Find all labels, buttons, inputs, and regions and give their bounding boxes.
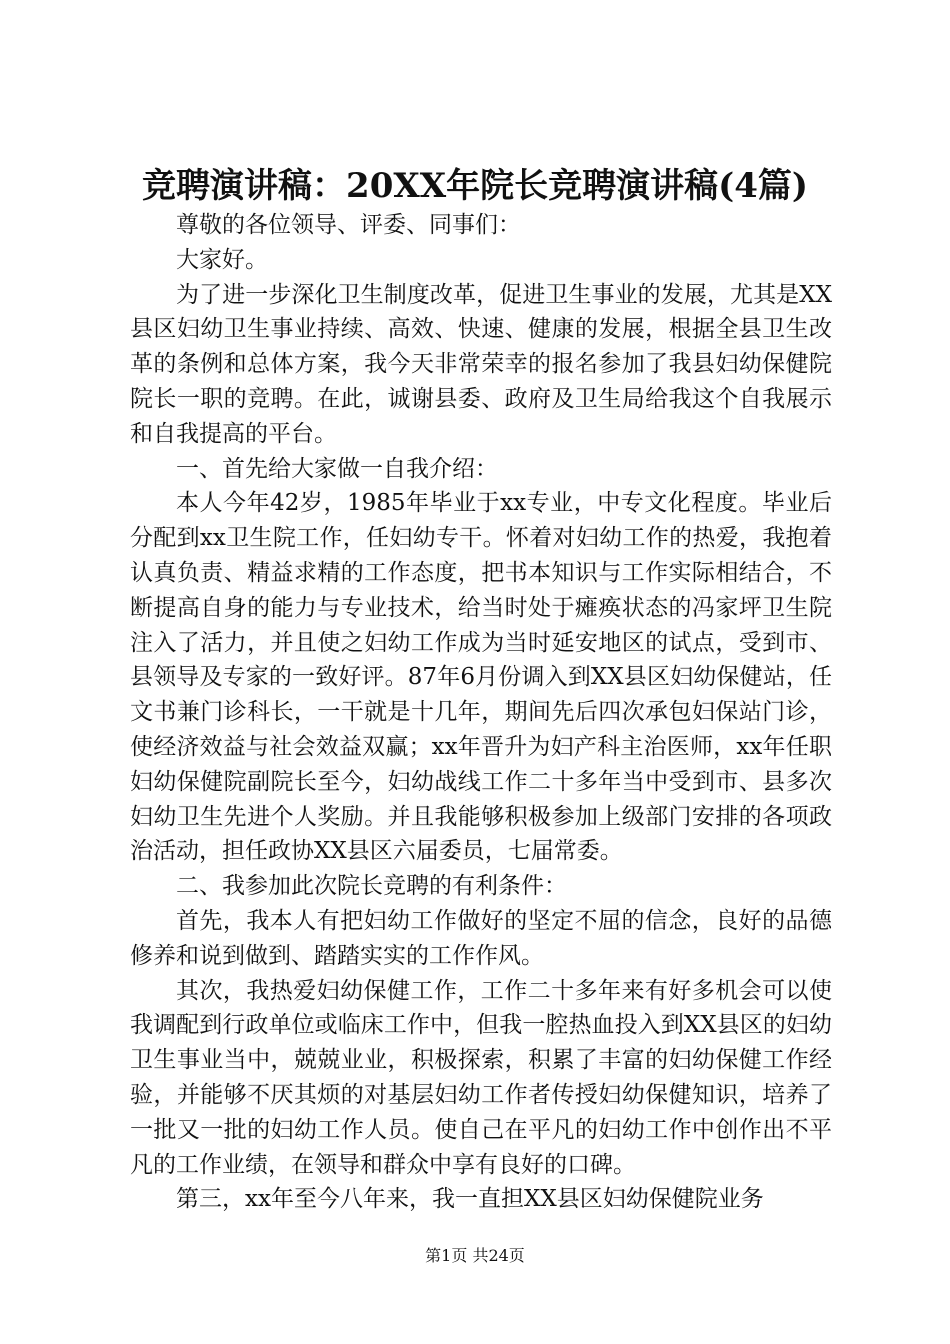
paragraph-third-advantage: 第三，xx年至今八年来，我一直担XX县区妇幼保健院业务 (176, 1186, 764, 1213)
page-number-footer: 第1页 共24页 (425, 1246, 525, 1265)
paragraph-first-advantage: 首先，我本人有把妇幼工作做好的坚定不屈的信念，良好的品德修养和说到做到、踏踏实实的工作作风。 (130, 907, 832, 969)
paragraph-salutation: 尊敬的各位领导、评委、同事们： (176, 212, 521, 238)
paragraph-second-advantage: 其次，我热爱妇幼保健工作，工作二十多年来有好多机会可以使我调配到行政单位或临床工作中，但我一腔热血投入到XX县区的妇幼卫生事业当中，兢兢业业，积极探索，积累了丰富的妇幼保健工作经验，并能够不厌其烦的对基层妇幼工作者传授妇幼保健知识，培养了一批又一批的妇幼工作人员。使自己在平凡的妇幼工作中创作出不平凡的工作业绩，在领导和群众中享有良好的口碑。 (130, 977, 832, 1178)
document-body (130, 208, 832, 1217)
section-heading-self-introduction: 一、首先给大家做一自我介绍： (176, 455, 498, 482)
section-heading-advantages: 二、我参加此次院长竞聘的有利条件： (176, 873, 567, 900)
paragraph-introduction: 为了进一步深化卫生制度改革，促进卫生事业的发展，尤其是XX县区妇幼卫生事业持续、高效、快速、健康的发展，根据全县卫生改革的条例和总体方案，我今天非常荣幸的报名参加了我县妇幼保健院院长一职的竞聘。在此，诚谢县委、政府及卫生局给我这个自我展示和自我提高的平台。 (130, 281, 832, 447)
paragraph-self-introduction: 本人今年42岁，1985年毕业于xx专业，中专文化程度。毕业后分配到xx卫生院工作，任妇幼专干。怀着对妇幼工作的热爱，我抱着认真负责、精益求精的工作态度，把书本知识与工作实际相结合，不断提高自身的能力与专业技术，给当时处于瘫痪状态的冯家坪卫生院注入了活力，并且使之妇幼工作成为当时延安地区的试点，受到市、县领导及专家的一致好评。87年6月份调入到XX县区妇幼保健站，任文书兼门诊科长，一干就是十几年，期间先后四次承包妇保站门诊，使经济效益与社会效益双赢；xx年晋升为妇产科主治医师，xx年任职妇幼保健院副院长至今，妇幼战线工作二十多年当中受到市、县多次妇幼卫生先进个人奖励。并且我能够积极参加上级部门安排的各项政治活动，担任政协XX县区六届委员，七届常委。 (130, 490, 832, 865)
paragraph-greeting: 大家好。 (176, 246, 268, 273)
document-title: 竞聘演讲稿：20XX年院长竞聘演讲稿(4篇) (142, 166, 808, 206)
